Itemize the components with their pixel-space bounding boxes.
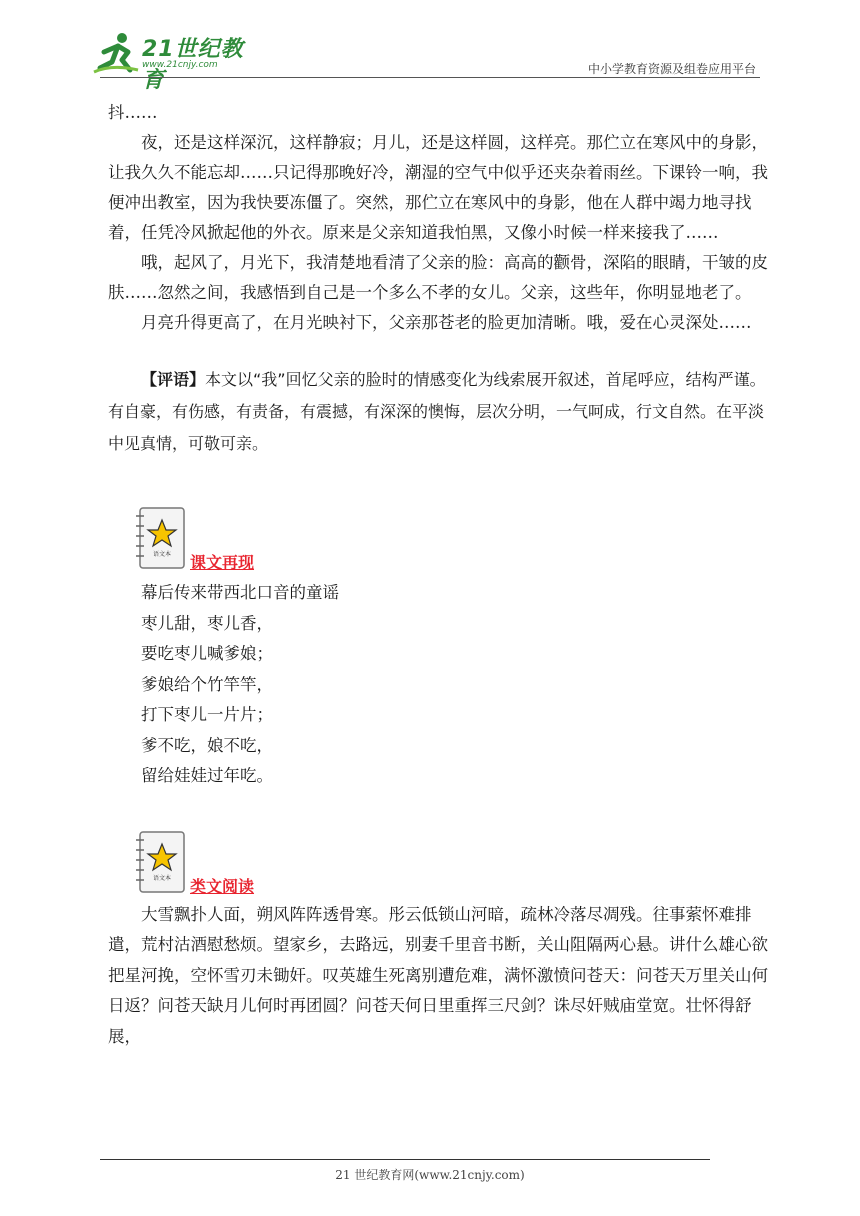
poem-line: 打下枣儿一片片； <box>141 705 273 724</box>
runner-logo-icon <box>92 30 142 76</box>
paragraph-night: 夜，还是这样深沉，这样静寂；月儿，还是这样圆，这样亮。那伫立在寒风中的身影，让我久久不能忘却……只记得那晚好冷，潮湿的空气中似乎还夹杂着雨丝。下课铃一响，我便冲出教室，因为我快要冻僵了。突然，那伫立在寒风中的身影，他在人群中竭力地寻找着，任凭冷风掀起他的外衣。原来是父亲知道我怕黑，又像小时候一样来接我了…… <box>108 133 768 242</box>
poem-line: 爹不吃，娘不吃， <box>141 735 273 755</box>
footer-divider <box>100 1159 710 1160</box>
poem-line: 幕后传来带西北口音的童谣 <box>141 583 339 602</box>
svg-text:语文本: 语文本 <box>152 551 172 558</box>
platform-name: 中小学教育资源及组卷应用平台 <box>587 62 756 76</box>
section-heading-lesson <box>132 506 768 576</box>
poem-line: 枣儿甜，枣儿香， <box>141 613 273 633</box>
footer-text: 21 世纪教育网(www.21cnjy.com) <box>335 1168 525 1182</box>
notebook-star-icon <box>132 830 188 896</box>
section-title-lesson: 课文再现 <box>190 553 255 572</box>
reading-paragraph: 大雪飘扑人面，朔风阵阵透骨寒。彤云低锁山河暗，疏林冷落尽凋残。往事萦怀难排遣，荒村沽酒慰愁烦。望家乡，去路远，别妻千里音书断，关山阻隔两心悬。讲什么雄心欲把星河挽，空怀雪刃未锄奸。叹英雄生死离别遭危难，满怀激愤问苍天：问苍天万里关山何日返？问苍天缺月儿何时再团圆？问苍天何日里重挥三尺剑？诛尽奸贼庙堂宽。壮怀得舒展， <box>108 904 768 1046</box>
svg-text:语文本: 语文本 <box>152 874 172 882</box>
site-logo[interactable] <box>92 30 262 93</box>
comment-text: 本文以“我”回忆父亲的脸时的情感变化为线索展开叙述，首尾呼应，结构严谨。有自豪，有伤感，有责备，有震撼，有深深的懊悔，层次分明，一气呵成，行文自然。在平淡中见真情，可敬可亲。 <box>108 370 766 453</box>
paragraph-wind: 哦，起风了，月光下，我清楚地看清了父亲的脸：高高的颧骨，深陷的眼睛，干皱的皮肤……忽然之间，我感悟到自己是一个多么不孝的女儿。父亲，这些年，你明显地老了。 <box>108 253 768 302</box>
logo-text: 21世纪教育 <box>142 37 244 93</box>
poem-line: 要吃枣儿喊爹娘； <box>141 644 273 663</box>
comment-label: 【评语】 <box>141 370 206 389</box>
section-title-similar: 类文阅读 <box>190 876 255 896</box>
poem-line: 爹娘给个竹竿竿， <box>141 674 273 694</box>
section-heading-similar <box>132 830 768 900</box>
logo-url: www.21cnjy.com <box>142 60 218 70</box>
page-header <box>0 0 860 93</box>
paragraph-continued: 抖…… <box>108 103 158 122</box>
notebook-star-icon <box>132 506 188 572</box>
paragraph-moon: 月亮升得更高了，在月光映衬下，父亲那苍老的脸更加清晰。哦，爱在心灵深处…… <box>141 313 752 332</box>
header-divider <box>100 77 760 78</box>
document-body <box>108 98 768 1052</box>
poem-line: 留给娃娃过年吃。 <box>141 766 273 785</box>
poem-block <box>108 578 768 792</box>
comment-paragraph <box>108 364 768 460</box>
